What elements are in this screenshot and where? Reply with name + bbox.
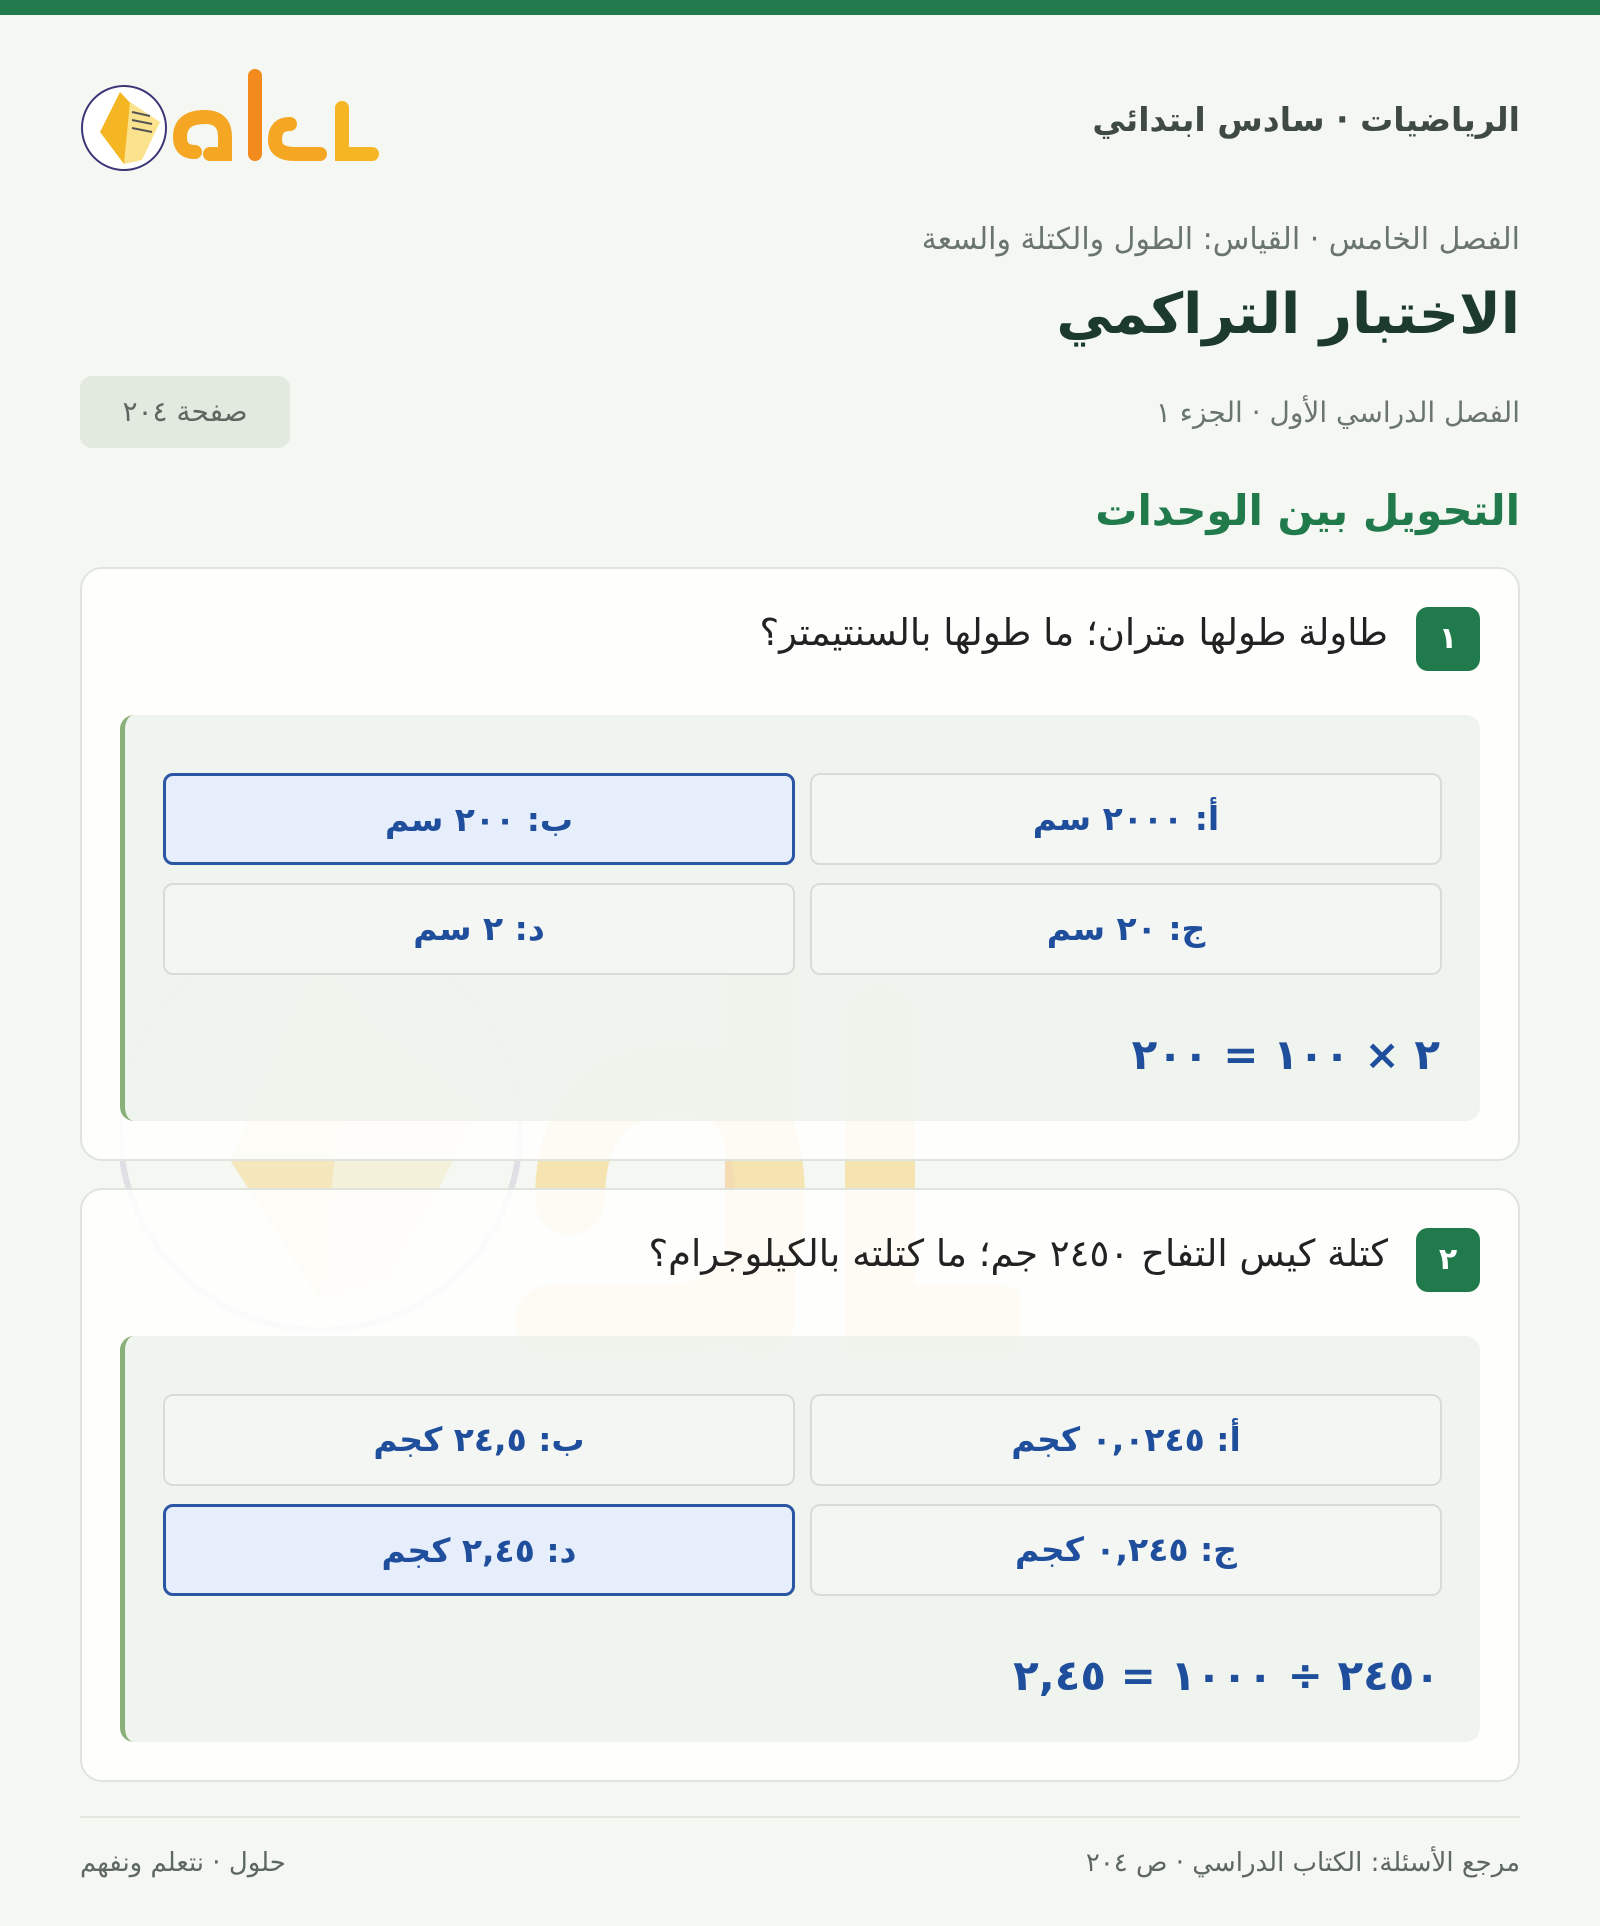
page-number-badge: صفحة ٢٠٤ bbox=[80, 376, 290, 448]
question-number: ١ bbox=[1416, 607, 1480, 671]
footer-source: مرجع الأسئلة: الكتاب الدراسي · ص ٢٠٤ bbox=[1085, 1848, 1520, 1878]
question-number: ٢ bbox=[1416, 1228, 1480, 1292]
option-c[interactable]: ج: ٢٠ سم bbox=[810, 883, 1442, 975]
term-label: الفصل الدراسي الأول · الجزء ١ bbox=[1155, 396, 1520, 429]
option-b[interactable]: ب: ٢٤,٥ كجم bbox=[163, 1394, 795, 1486]
option-c[interactable]: ج: ٠,٢٤٥ كجم bbox=[810, 1504, 1442, 1596]
solution-work: ٢ × ١٠٠ = ٢٠٠ bbox=[1131, 1030, 1440, 1079]
footer-divider bbox=[80, 1816, 1520, 1818]
answer-panel bbox=[120, 715, 1480, 1121]
header bbox=[80, 62, 1520, 182]
subject-label: الرياضيات · سادس ابتدائي bbox=[1092, 100, 1520, 139]
option-a[interactable]: أ: ٢٠٠٠ سم bbox=[810, 773, 1442, 865]
option-d[interactable]: د: ٢ سم bbox=[163, 883, 795, 975]
chapter-label: الفصل الخامس · القياس: الطول والكتلة والسعة bbox=[921, 222, 1520, 257]
option-d-selected[interactable]: د: ٢,٤٥ كجم bbox=[163, 1504, 795, 1596]
question-card-2 bbox=[80, 1188, 1520, 1782]
footer-slogan: حلول · نتعلم ونفهم bbox=[80, 1848, 286, 1878]
page-title: الاختبار التراكمي bbox=[1056, 282, 1520, 347]
question-card-1 bbox=[80, 567, 1520, 1161]
option-a[interactable]: أ: ٠,٠٢٤٥ كجم bbox=[810, 1394, 1442, 1486]
brand-logo[interactable] bbox=[80, 62, 380, 182]
question-text: طاولة طولها متران؛ ما طولها بالسنتيمتر؟ bbox=[759, 611, 1388, 654]
answer-panel bbox=[120, 1336, 1480, 1742]
question-text: كتلة كيس التفاح ٢٤٥٠ جم؛ ما كتلته بالكيلوجرام؟ bbox=[648, 1232, 1388, 1275]
option-b-selected[interactable]: ب: ٢٠٠ سم bbox=[163, 773, 795, 865]
section-title: التحويل بين الوحدات bbox=[1095, 486, 1520, 535]
top-accent-bar bbox=[0, 0, 1600, 15]
solution-work: ٢٤٥٠ ÷ ١٠٠٠ = ٢,٤٥ bbox=[1013, 1651, 1440, 1700]
